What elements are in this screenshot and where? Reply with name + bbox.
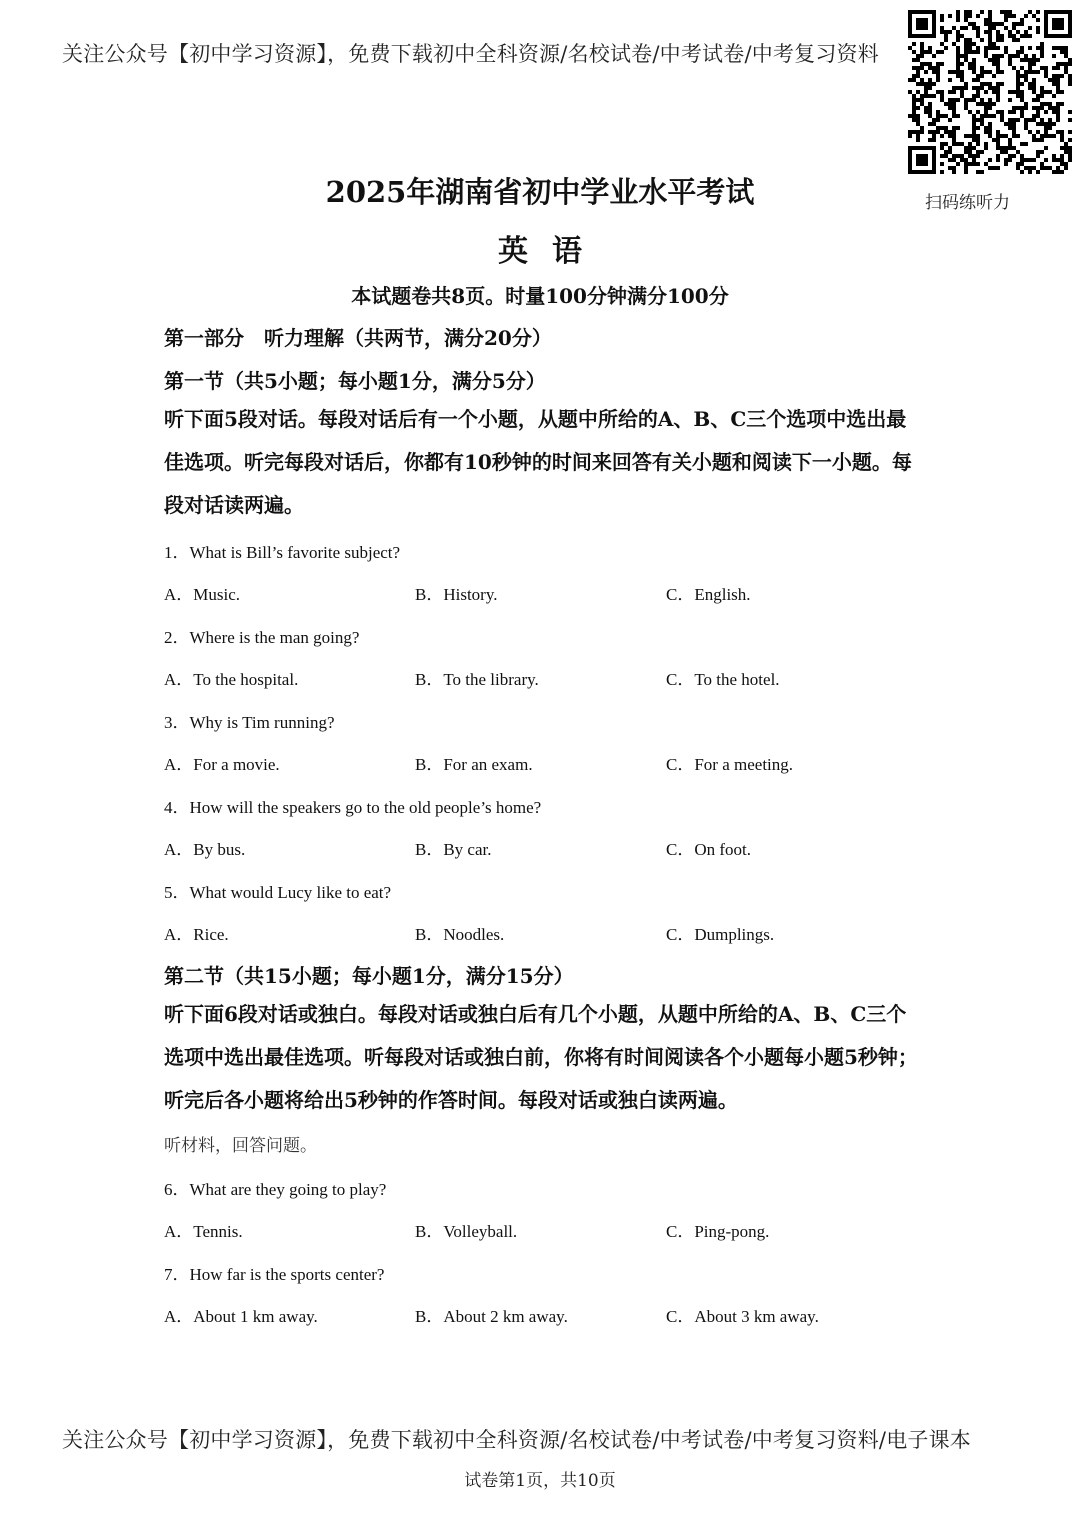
question-3-options xyxy=(164,750,924,774)
option-b[interactable]: B．To the library. xyxy=(415,670,539,689)
question-5: 5．What would Lucy like to eat? xyxy=(164,883,392,902)
option-a[interactable]: A．Rice. xyxy=(164,925,229,944)
option-c[interactable]: C．On foot. xyxy=(666,840,751,859)
question-2-options xyxy=(164,665,924,689)
question-6-options xyxy=(164,1217,924,1241)
option-b[interactable]: B．History. xyxy=(415,585,498,604)
exam-title: 2025年湖南省初中学业水平考试 xyxy=(325,175,755,209)
question-7-options xyxy=(164,1302,924,1326)
option-c[interactable]: C．About 3 km away. xyxy=(666,1307,819,1326)
qr-caption: 扫码练听力 xyxy=(925,193,1010,213)
promo-banner-top: 关注公众号【初中学习资源】，免费下载初中全科资源/名校试卷/中考试卷/中考复习资料 xyxy=(62,42,879,66)
option-b[interactable]: B．By car. xyxy=(415,840,492,859)
section2-instructions: 听下面6段对话或独白。每段对话或独白后有几个小题，从题中所给的A、B、C三个选项中选出最佳选项。听每段对话或独白前，你将有时间阅读各个小题每小题5秒钟；听完后各小题将给出5秒钟的作答时间。每段对话或独白读两遍。 xyxy=(164,1002,918,1112)
option-c[interactable]: C．English. xyxy=(666,585,751,604)
question-6: 6．What are they going to play? xyxy=(164,1180,387,1199)
question-3: 3．Why is Tim running? xyxy=(164,713,335,732)
question-4-options xyxy=(164,835,924,859)
question-1: 1．What is Bill’s favorite subject? xyxy=(164,543,401,562)
option-c[interactable]: C．For a meeting. xyxy=(666,755,794,774)
option-a[interactable]: A．For a movie. xyxy=(164,755,280,774)
section2-note: 听材料，回答问题。 xyxy=(164,1136,317,1156)
qr-code[interactable] xyxy=(908,10,1072,174)
qr-code-image xyxy=(908,10,1072,174)
option-b[interactable]: B．For an exam. xyxy=(415,755,533,774)
subject-title: 英语 xyxy=(498,234,606,269)
question-5-options xyxy=(164,920,924,944)
option-a[interactable]: A．Music. xyxy=(164,585,241,604)
question-4: 4．How will the speakers go to the old people’s home? xyxy=(164,798,542,817)
part1-heading: 第一部分 听力理解（共两节，满分20分） xyxy=(164,326,552,350)
page-number: 试卷第1页，共10页 xyxy=(464,1471,616,1491)
promo-banner-bottom: 关注公众号【初中学习资源】，免费下载初中全科资源/名校试卷/中考试卷/中考复习资料/电子课本 xyxy=(62,1428,971,1452)
option-b[interactable]: B．Noodles. xyxy=(415,925,505,944)
option-b[interactable]: B．Volleyball. xyxy=(415,1222,518,1241)
exam-info: 本试题卷共8页。时量100分钟满分100分 xyxy=(351,284,729,308)
section2-heading: 第二节（共15小题；每小题1分，满分15分） xyxy=(164,964,574,988)
question-1-options xyxy=(164,580,924,604)
option-b[interactable]: B．About 2 km away. xyxy=(415,1307,568,1326)
section1-heading: 第一节（共5小题；每小题1分，满分5分） xyxy=(164,369,546,393)
option-c[interactable]: C．To the hotel. xyxy=(666,670,780,689)
question-2: 2．Where is the man going? xyxy=(164,628,360,647)
option-c[interactable]: C．Ping-pong. xyxy=(666,1222,770,1241)
section1-instructions: 听下面5段对话。每段对话后有一个小题，从题中所给的A、B、C三个选项中选出最佳选项。听完每段对话后，你都有10秒钟的时间来回答有关小题和阅读下一小题。每段对话读两遍。 xyxy=(164,407,912,517)
option-a[interactable]: A．About 1 km away. xyxy=(164,1307,318,1326)
option-a[interactable]: A．By bus. xyxy=(164,840,246,859)
option-a[interactable]: A．Tennis. xyxy=(164,1222,243,1241)
option-a[interactable]: A．To the hospital. xyxy=(164,670,299,689)
question-7: 7．How far is the sports center? xyxy=(164,1265,385,1284)
option-c[interactable]: C．Dumplings. xyxy=(666,925,775,944)
